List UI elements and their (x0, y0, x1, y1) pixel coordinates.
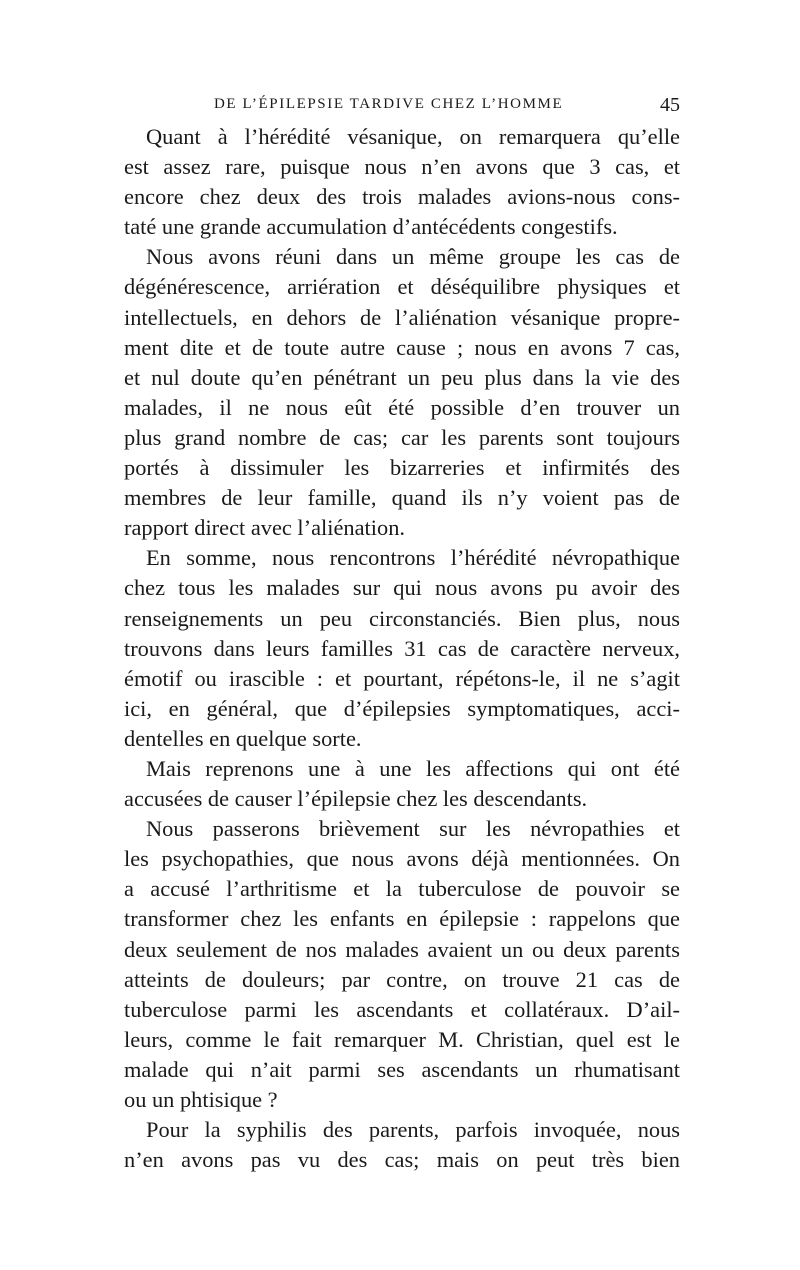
text-line: rapport direct avec l’aliénation. (124, 515, 405, 541)
text-line: portés à dissimuler les bizarreries et infirmités des (124, 455, 680, 481)
text-line: Mais reprenons une à une les affections qui ont été (146, 755, 680, 781)
text-line: Nous passerons brièvement sur les névropathies et (146, 816, 680, 842)
text-line: plus grand nombre de cas; car les parents sont toujours (124, 424, 680, 450)
text-line: malades, il ne nous eût été possible d’en trouver un (124, 394, 680, 420)
text-line: et nul doute qu’en pénétrant un peu plus dans la vie des (124, 364, 680, 390)
text-line: taté une grande accumulation d’antécédents congestifs. (124, 214, 618, 240)
body-text (124, 122, 680, 1175)
running-head (124, 94, 680, 118)
text-line: transformer chez les enfants en épilepsie : rappelons que (124, 906, 680, 932)
text-line: tuberculose parmi les ascendants et collatéraux. D’ail- (124, 996, 680, 1022)
text-line: les psychopathies, que nous avons déjà mentionnées. On (124, 846, 680, 872)
text-line: accusées de causer l’épilepsie chez les descendants. (124, 786, 588, 812)
text-line: Quant à l’hérédité vésanique, on remarquera qu’elle (146, 124, 680, 149)
text-line: encore chez deux des trois malades avions-nous cons- (124, 184, 680, 210)
text-line: est assez rare, puisque nous n’en avons que 3 cas, et (124, 154, 680, 180)
text-line: leurs, comme le fait remarquer M. Christian, quel est le (124, 1026, 680, 1052)
text-line: trouvons dans leurs familles 31 cas de caractère nerveux, (124, 635, 680, 661)
text-line: deux seulement de nos malades avaient un ou deux parents (124, 936, 680, 962)
text-line: dégénérescence, arriération et déséquilibre physiques et (124, 274, 680, 300)
text-line: ou un phtisique ? (124, 1087, 278, 1112)
text-line: atteints de douleurs; par contre, on trouve 21 cas de (124, 966, 680, 992)
page-number: 45 (660, 94, 680, 116)
text-line: chez tous les malades sur qui nous avons pu avoir des (124, 575, 680, 601)
text-line: ment dite et de toute autre cause ; nous en avons 7 cas, (124, 334, 680, 360)
text-line: membres de leur famille, quand ils n’y voient pas de (124, 485, 680, 511)
text-line: Pour la syphilis des parents, parfois invoquée, nous (146, 1117, 680, 1143)
text-line: dentelles en quelque sorte. (124, 725, 362, 751)
text-line: renseignements un peu circonstanciés. Bien plus, nous (124, 605, 680, 631)
running-title: DE L’ÉPILEPSIE TARDIVE CHEZ L’HOMME (214, 96, 564, 112)
text-line: émotif ou irascible : et pourtant, répétons-le, il ne s’agit (124, 665, 680, 691)
text-line: ici, en général, que d’épilepsies symptomatiques, acci- (124, 695, 680, 721)
text-line: Nous avons réuni dans un même groupe les cas de (146, 244, 680, 270)
text-line: n’en avons pas vu des cas; mais on peut très bien (124, 1147, 680, 1173)
text-line: En somme, nous rencontrons l’hérédité névropathique (146, 545, 680, 571)
text-line: intellectuels, en dehors de l’aliénation vésanique propre- (124, 304, 680, 330)
text-line: malade qui n’ait parmi ses ascendants un rhumatisant (124, 1056, 680, 1082)
text-line: a accusé l’arthritisme et la tuberculose de pouvoir se (124, 876, 680, 902)
